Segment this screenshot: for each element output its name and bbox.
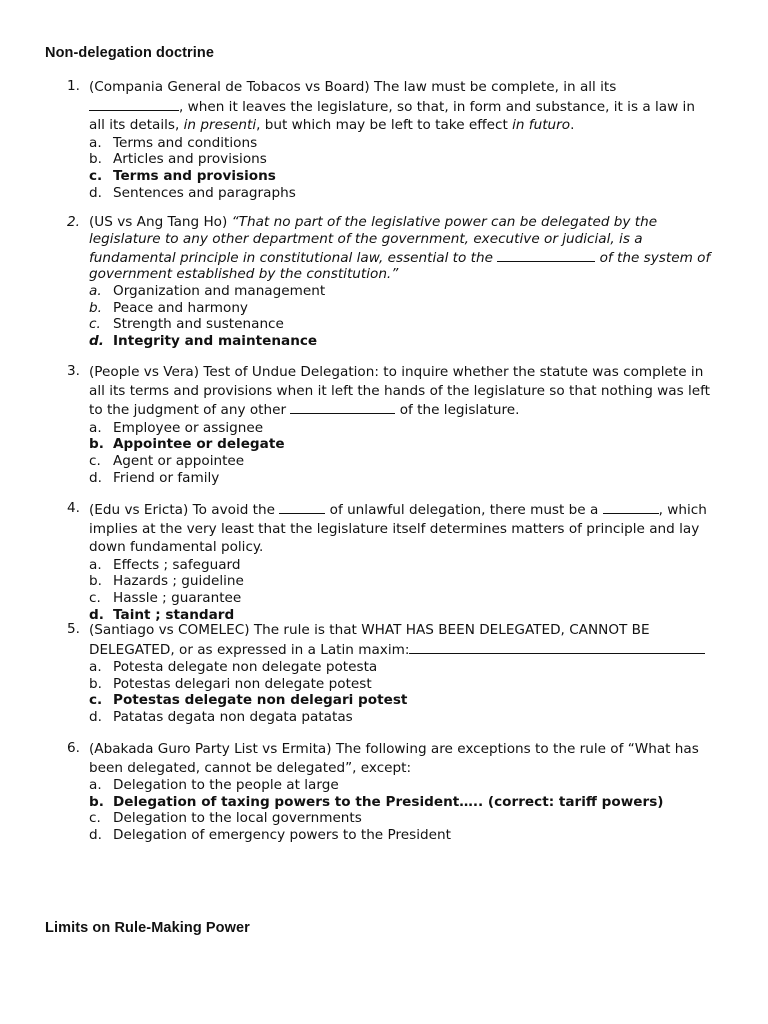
option-list (89, 420, 727, 486)
question-text: (People vs Vera) Test of Undue Delegation: to inquire whether the statute was complete in all its terms and provisions when it left the hands of the legislature so that nothing was left to the judgment of any other of the legislature. (89, 364, 711, 419)
option-d-answer: d. Integrity and maintenance (89, 332, 318, 349)
option-b: b. Potestas delegari non delegate potest (89, 675, 372, 692)
question-number: 3. (67, 363, 80, 379)
option-a: a. Delegation to the people at large (89, 777, 339, 794)
option-c-answer: c. Potestas delegate non delegari potest (89, 692, 408, 709)
question-number: 5. (67, 621, 80, 637)
answer-blank (279, 500, 325, 514)
option-d: d. Patatas degata non degata patatas (89, 708, 353, 725)
option-list (89, 557, 727, 623)
option-d: d. Friend or family (89, 469, 220, 486)
option-list (89, 777, 727, 843)
option-a: a. Employee or assignee (89, 419, 264, 436)
answer-blank (603, 500, 659, 514)
option-c: c. Delegation to the local governments (89, 810, 362, 827)
option-b: b. Peace and harmony (89, 299, 248, 316)
option-list (89, 135, 727, 201)
option-b-answer: b. Appointee or delegate (89, 436, 285, 453)
question-number: 4. (67, 500, 80, 516)
option-c: c. Strength and sustenance (89, 316, 284, 333)
answer-blank (409, 640, 705, 654)
option-list (89, 283, 727, 349)
question-5 (67, 621, 727, 726)
question-text: (Santiago vs COMELEC) The rule is that WHAT HAS BEEN DELEGATED, CANNOT BE DELEGATED, or as expressed in a Latin maxim: (89, 621, 727, 659)
question-text: (Abakada Guro Party List vs Ermita) The following are exceptions to the rule of “What has been delegated, cannot be delegated”, except: (89, 741, 699, 776)
option-b-answer: b. Delegation of taxing powers to the President….. (correct: tariff powers) (89, 793, 664, 810)
section-heading: Non-delegation doctrine (45, 45, 215, 61)
question-1 (67, 78, 727, 201)
answer-blank (89, 97, 179, 111)
option-d-answer: d. Taint ; standard (89, 606, 235, 623)
option-b: b. Articles and provisions (89, 151, 267, 168)
question-4 (67, 500, 727, 623)
question-number: 1. (67, 78, 80, 94)
option-d: d. Sentences and paragraphs (89, 184, 296, 201)
option-d: d. Delegation of emergency powers to the President (89, 826, 451, 843)
question-number: 6. (67, 740, 80, 756)
option-a: a. Organization and management (89, 283, 326, 300)
question-text: (US vs Ang Tang Ho) “That no part of the legislative power can be delegated by the legislature to any other department of the government, executive or judicial, is a fundamental principle in constitutional law, essential to the of the system of government established by the constitution.” (89, 214, 711, 283)
question-number: 2. (67, 214, 80, 230)
option-b: b. Hazards ; guideline (89, 573, 244, 590)
option-a: a. Effects ; safeguard (89, 556, 241, 573)
question-6 (67, 740, 727, 844)
option-a: a. Potesta delegate non delegate potesta (89, 659, 378, 676)
question-3 (67, 363, 727, 486)
question-text: (Edu vs Ericta) To avoid the of unlawful delegation, there must be a , which implies at the very least that the legislature itself determines matters of principle and lay down fundamental policy. (89, 502, 707, 556)
option-c-answer: c. Terms and provisions (89, 167, 276, 184)
option-a: a. Terms and conditions (89, 134, 258, 151)
section-heading: Limits on Rule-Making Power (45, 920, 250, 936)
question-text: (Compania General de Tobacos vs Board) The law must be complete, in all its , when it leaves the legislature, so that, in form and substance, it is a law in all its details, in presenti, but which may be left to take effect in futuro. (89, 79, 695, 134)
answer-blank (497, 248, 595, 262)
option-list (89, 659, 727, 725)
answer-blank (290, 400, 395, 414)
question-2 (67, 214, 727, 350)
option-c: c. Agent or appointee (89, 452, 245, 469)
option-c: c. Hassle ; guarantee (89, 589, 242, 606)
